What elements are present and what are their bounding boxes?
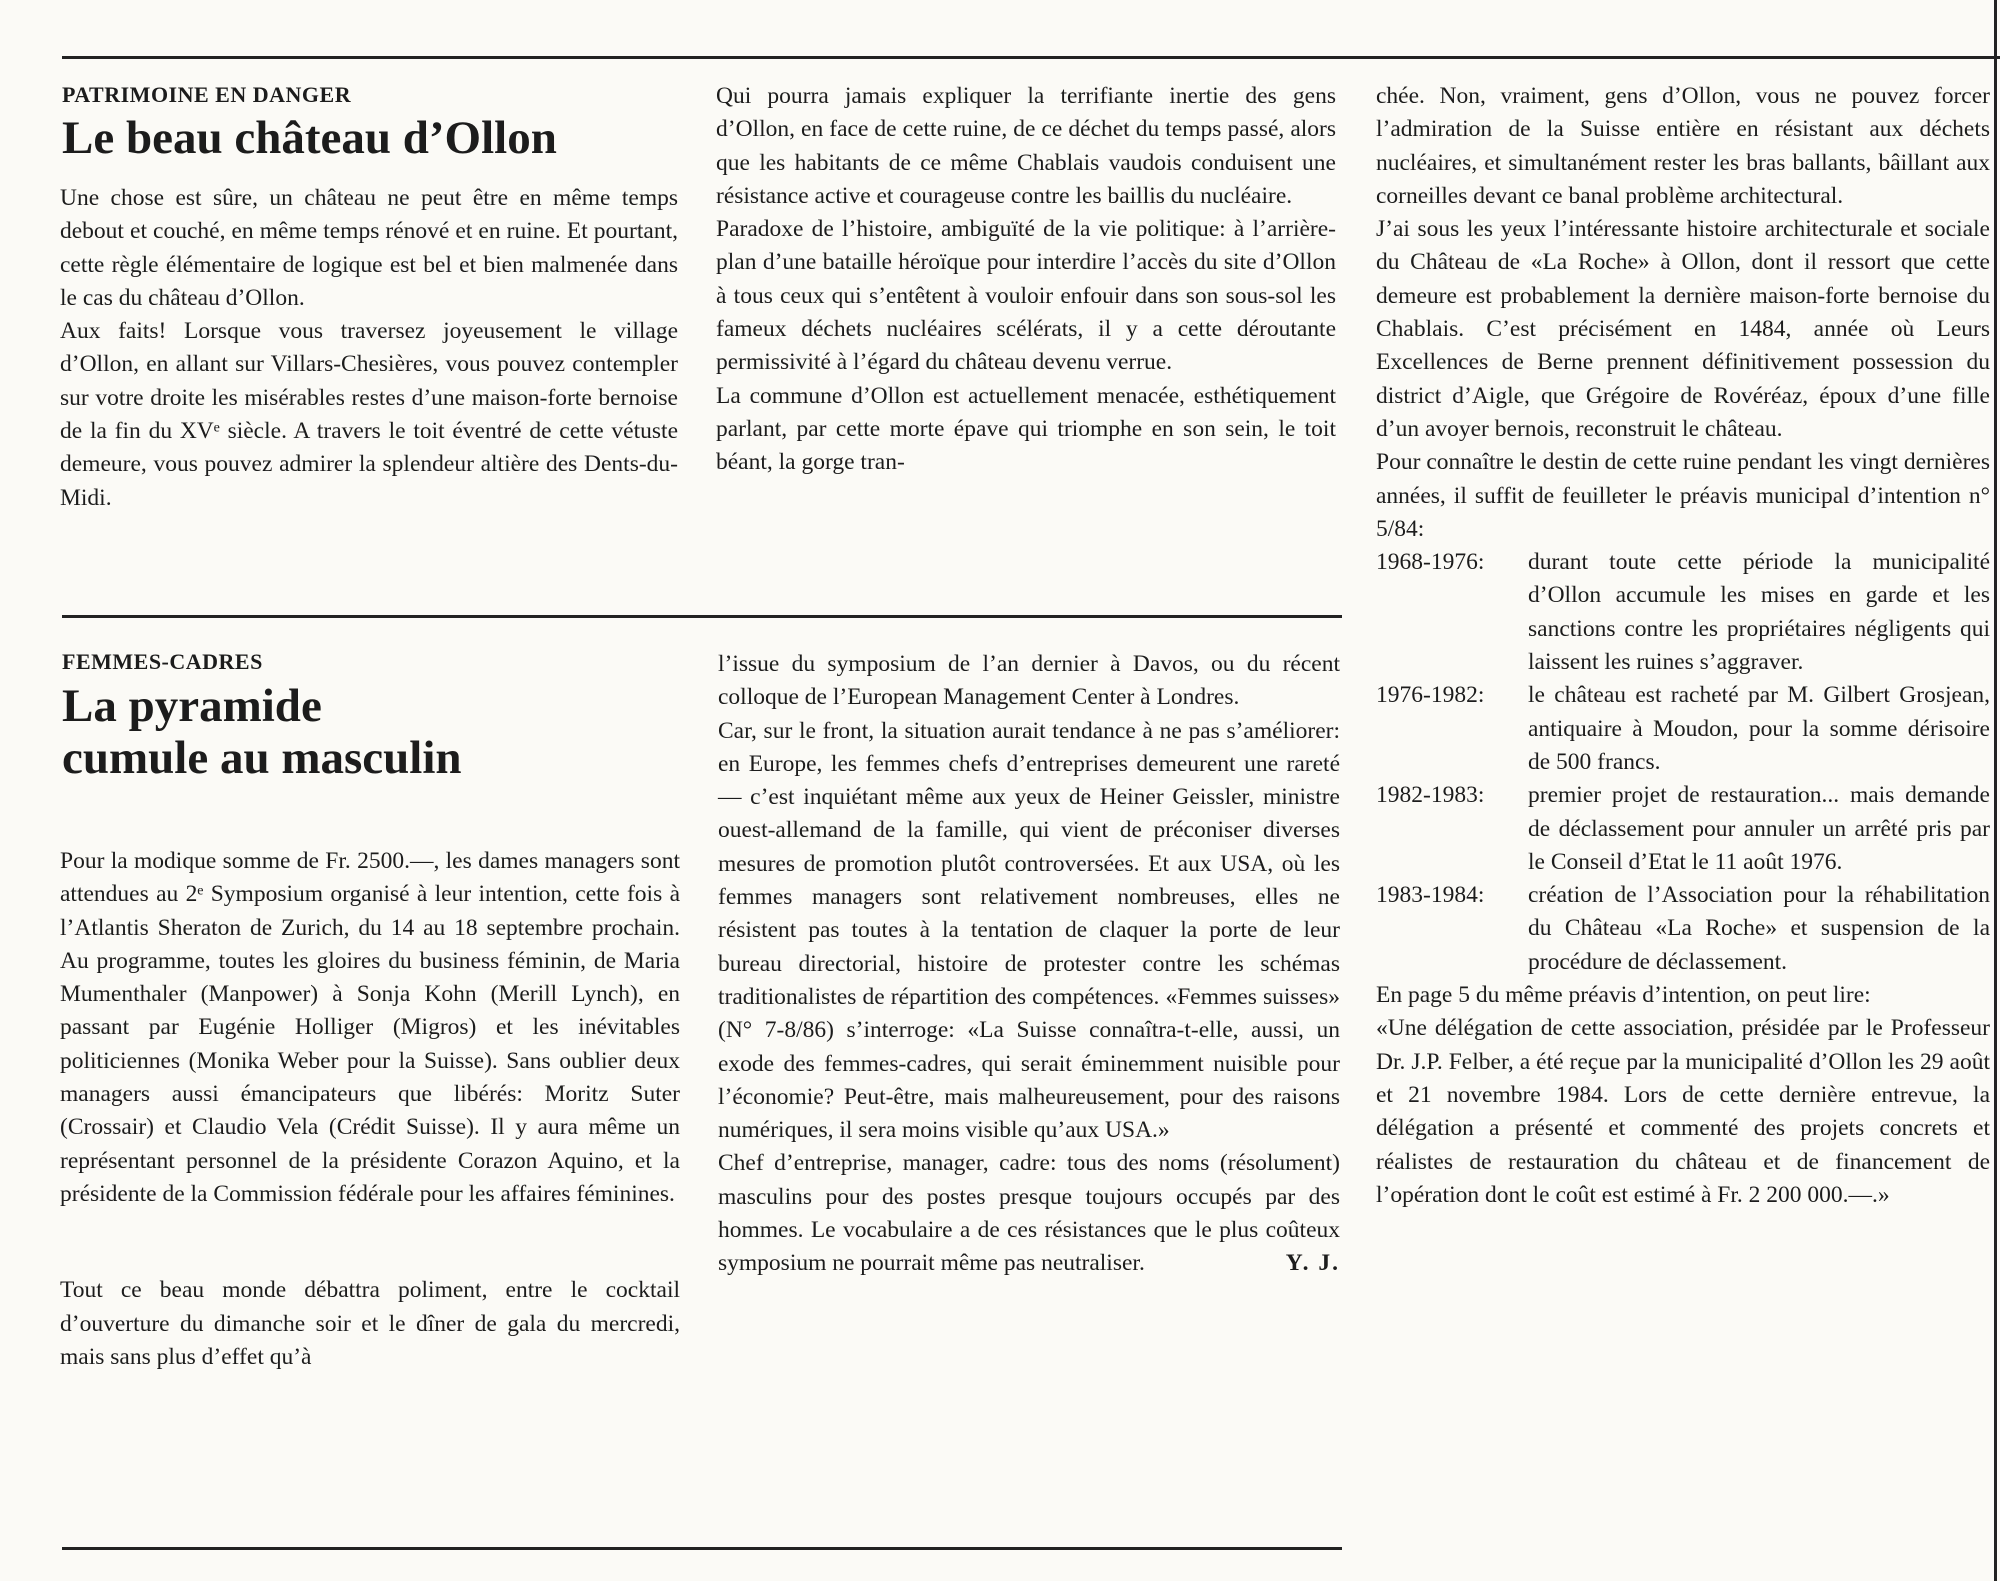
chronology-years: 1983-1984: <box>1376 882 1485 909</box>
article1-headline: Le beau château d’Ollon <box>62 112 557 164</box>
paragraph: Aux faits! Lorsque vous traversez joyeusement le village d’Ollon, en allant sur Villars-Chesières, vous pouvez contempler sur votre droite les misérables restes d’une maison-forte bernoise de la fin du XVᵉ siècle. A travers le toit éventré de cette vétuste demeure, vous pouvez admirer la splendeur altière des Dents-du-Midi. <box>60 318 678 511</box>
headline-line-1: La pyramide <box>62 680 322 732</box>
paragraph: chée. Non, vraiment, gens d’Ollon, vous ne pouvez forcer l’admiration de la Suisse entière en résistant aux déchets nucléaires, et simultanément rester les bras ballants, bâillant aux corneilles devant ce banal problème architectural. <box>1376 83 1990 209</box>
top-rule <box>62 56 2000 59</box>
article1-column-2 <box>716 80 1336 480</box>
chronology-entry <box>1376 679 1990 779</box>
article1-column-3 <box>1376 80 1990 1212</box>
chronology-text: le château est racheté par M. Gilbert Grosjean, antiquaire à Moudon, pour la somme dérisoire de 500 francs. <box>1528 682 1990 775</box>
chronology-entry <box>1376 779 1990 879</box>
paragraph: Car, sur le front, la situation aurait tendance à ne pas s’améliorer: en Europe, les femmes chefs d’entreprises demeurent une rareté — c’est inquiétant même aux yeux de Heiner Geissler, ministre ouest-allemand de la famille, qui vient de préconiser diverses mesures de promotion plutôt controversées. Et aux USA, où les femmes managers sont relativement nombreuses, elles ne résistent pas toutes à la tentation de claquer la porte de leur bureau directorial, histoire de protester contre les schémas traditionalistes de répartition des compétences. «Femmes suisses» (N° 7-8/86) s’interroge: «La Suisse connaîtra-t-elle, aussi, un exode des femmes-cadres, qui serait éminemment nuisible pour l’économie? Peut-être, mais malheureusement, pour des raisons numériques, il sera moins visible qu’aux USA.» <box>718 717 1340 1144</box>
paragraph: J’ai sous les yeux l’intéressante histoire architecturale et sociale du Château de «La Roche» à Ollon, dont il ressort que cette demeure est probablement la dernière maison-forte bernoise du Chablais. C’est précisément en 1484, année où Leurs Excellences de Berne prennent définitivement possession du district d’Aigle, que Grégoire de Rovéréaz, époux d’une fille d’un avoyer bernois, reconstruit le château. <box>1376 216 1990 442</box>
bottom-rule <box>62 1547 1342 1550</box>
chronology-years: 1968-1976: <box>1376 549 1485 576</box>
paragraph: En page 5 du même préavis d’intention, on peut lire: <box>1376 982 1871 1009</box>
article2-column-2 <box>718 648 1340 1281</box>
paragraph: La commune d’Ollon est actuellement menacée, esthétiquement parlant, par cette morte épave qui triomphe en son sein, le toit béant, la gorge tran- <box>716 382 1336 476</box>
article1-kicker: PATRIMOINE EN DANGER <box>62 82 352 107</box>
paragraph: Pour la modique somme de Fr. 2500.—, les dames managers sont attendues au 2ᵉ Symposium organisé à leur intention, cette fois à l’Atlantis Sheraton de Zurich, du 14 au 18 septembre prochain. Au programme, toutes les gloires du business féminin, de Maria Mumenthaler (Manpower) à Sonja Kohn (Merill Lynch), en passant par Eugénie Holliger (Migros) et les inévitables politiciennes (Monika Weber pour la Suisse). Sans oublier deux managers aussi émancipateurs que libérés: Moritz Suter (Crossair) et Claudio Vela (Crédit Suisse). Il y aura même un représentant personnel de la présidente Corazon Aquino, et la présidente de la Commission fédérale pour les affaires féminines. <box>60 848 680 1207</box>
chronology-text: durant toute cette période la municipalité d’Ollon accumule les mises en garde et les sanctions contre les propriétaires négligents qui laissent les ruines s’aggraver. <box>1528 549 1990 676</box>
right-edge-rule <box>1994 0 1997 1581</box>
closing-text: Chef d’entreprise, manager, cadre: tous des noms (résolument) masculins pour des postes presque toujours occupés par des hommes. Le vocabulaire a de ces résistances que le plus coûteux symposium ne pourrait même pas neutraliser. <box>718 1150 1340 1277</box>
paragraph: Paradoxe de l’histoire, ambiguïté de la vie politique: à l’arrière-plan d’une bataille héroïque pour interdire l’accès du site d’Ollon à tous ceux qui s’entêtent à vouloir enfouir dans son sous-sol les fameux déchets nucléaires scélérats, il y a cette déroutante permissivité à l’égard du château devenu verrue. <box>716 216 1336 376</box>
article2-headline <box>62 680 462 784</box>
chronology-years: 1982-1983: <box>1376 782 1485 809</box>
article-divider-rule <box>62 615 1342 618</box>
article2-column-1 <box>60 845 680 1374</box>
paragraph: Pour connaître le destin de cette ruine pendant les vingt dernières années, il suffit de feuilleter le préavis municipal d’intention n° 5/84: <box>1376 449 1990 542</box>
paragraph: Tout ce beau monde débattra poliment, entre le cocktail d’ouverture du dimanche soir et le dîner de gala du mercredi, mais sans plus d’effet qu’à <box>60 1277 680 1370</box>
chronology-entry <box>1376 879 1990 979</box>
chronology-entry <box>1376 546 1990 679</box>
paragraph: Qui pourra jamais expliquer la terrifiante inertie des gens d’Ollon, en face de cette ruine, de ce déchet du temps passé, alors que les habitants de ce même Chablais vaudois conduisent une résistance active et courageuse contre les baillis du nucléaire. <box>716 83 1336 209</box>
paragraph: Une chose est sûre, un château ne peut être en même temps debout et couché, en même temps rénové et en ruine. Et pourtant, cette règle élémentaire de logique est bel et bien malmenée dans le cas du château d’Ollon. <box>60 185 678 311</box>
author-signature: Y. J. <box>1285 1250 1340 1277</box>
article2-kicker: FEMMES-CADRES <box>62 649 263 674</box>
paragraph: l’issue du symposium de l’an dernier à Davos, ou du récent colloque de l’European Management Center à Londres. <box>718 651 1340 711</box>
chronology-years: 1976-1982: <box>1376 682 1485 709</box>
paragraph: «Une délégation de cette association, présidée par le Professeur Dr. J.P. Felber, a été reçue par la municipalité d’Ollon les 29 août et 21 novembre 1984. Lors de cette dernière entrevue, la délégation a présenté et commenté des projets concrets et réalistes de restauration du château et de financement de l’opération dont le coût est estimé à Fr. 2 200 000.—.» <box>1376 1015 1990 1208</box>
paragraph <box>718 1147 1340 1280</box>
headline-line-2: cumule au masculin <box>62 732 462 784</box>
article1-column-1 <box>60 182 678 515</box>
chronology-text: création de l’Association pour la réhabilitation du Château «La Roche» et suspension de la procédure de déclassement. <box>1528 882 1990 975</box>
chronology-text: premier projet de restauration... mais demande de déclassement pour annuler un arrêté pris par le Conseil d’Etat le 11 août 1976. <box>1528 782 1990 875</box>
